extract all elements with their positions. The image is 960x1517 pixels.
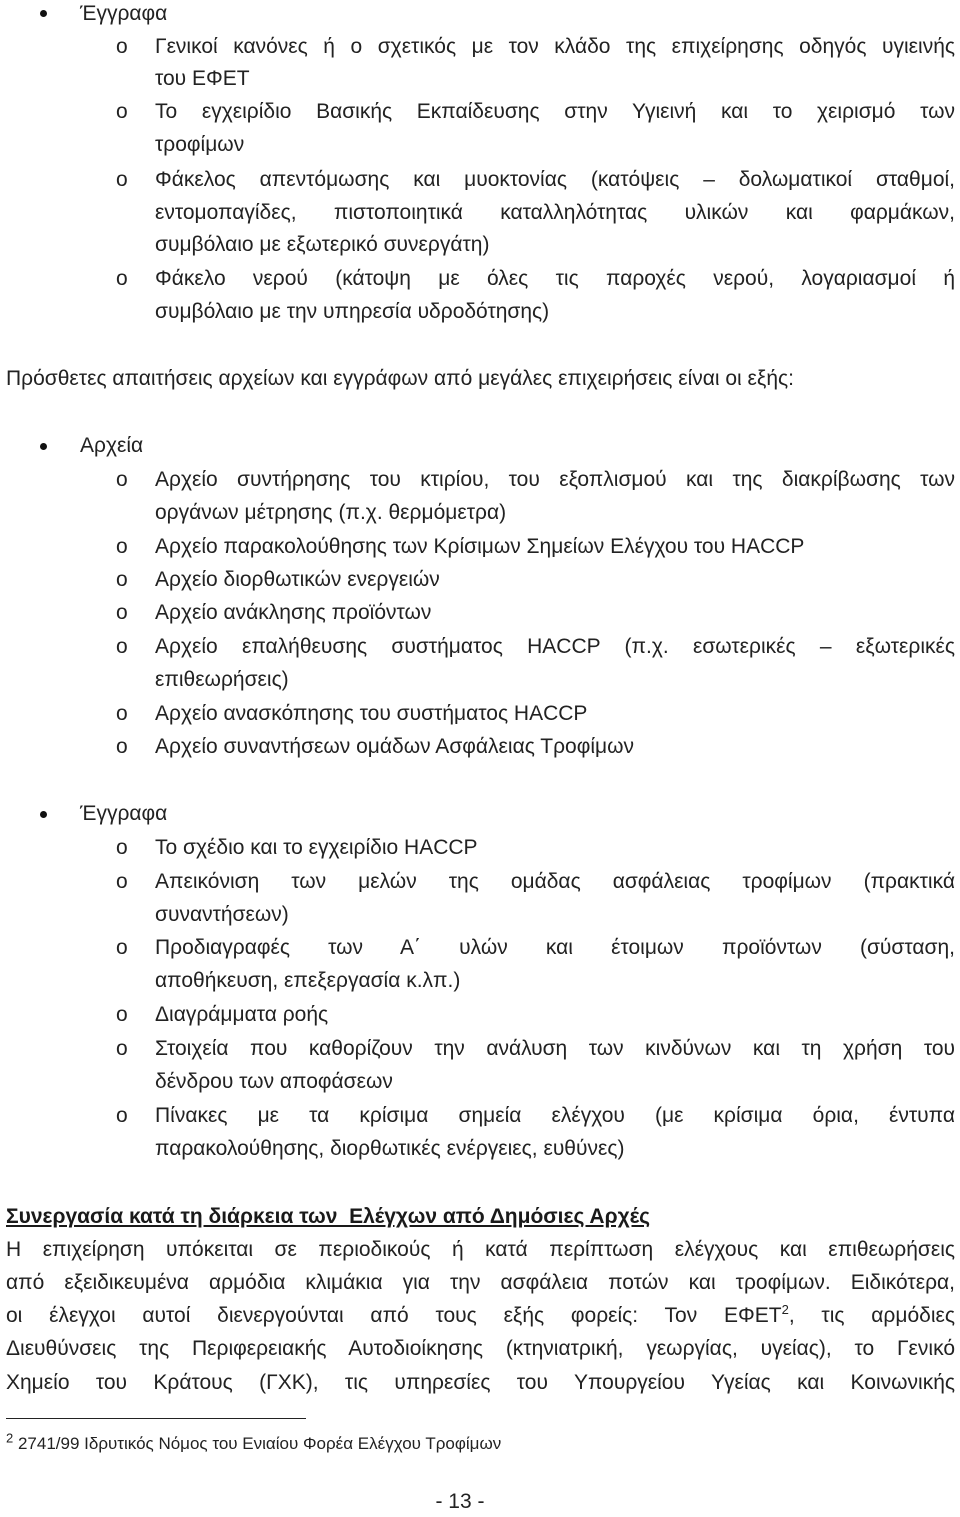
- sub-bullet-marker: o: [116, 836, 128, 859]
- sub-bullet-marker: o: [116, 1104, 128, 1127]
- list-item-line: αποθήκευση, επεξεργασία κ.λπ.): [155, 969, 461, 992]
- sub-bullet-marker: o: [116, 267, 128, 290]
- paragraph-line: Διευθύνσεις της Περιφερειακής Αυτοδιοίκησης (κτηνιατρική, γεωργίας, υγείας), το Γενικό: [6, 1337, 955, 1360]
- footnote-text: 2741/99 Ιδρυτικός Νόμος του Ενιαίου Φορέα Ελέγχου Τροφίμων: [17, 1434, 502, 1453]
- sub-bullet-marker: o: [116, 535, 128, 558]
- list-item-line: επιθεωρήσεις): [155, 668, 289, 691]
- list-item-line: Φάκελο νερού (κάτοψη με όλες τις παροχές νερού, λογαριασμοί ή: [155, 267, 955, 290]
- sub-bullet-marker: o: [116, 100, 128, 123]
- section-title: Έγγραφα: [80, 2, 168, 25]
- intro-text: Πρόσθετες απαιτήσεις αρχείων και εγγράφων από μεγάλες επιχειρήσεις είναι οι εξής:: [6, 367, 794, 390]
- bullet-dot: [40, 10, 47, 17]
- list-item-line: Στοιχεία που καθορίζουν την ανάλυση των κινδύνων και τη χρήση του: [155, 1037, 955, 1060]
- sub-bullet-marker: o: [116, 936, 128, 959]
- list-item-line: συμβόλαιο με την υπηρεσία υδροδότησης): [155, 300, 550, 323]
- list-item-line: Αρχείο επαλήθευσης συστήματος HACCP (π.χ. εσωτερικές – εξωτερικές: [155, 635, 955, 658]
- list-item-line: του ΕΦΕΤ: [155, 67, 250, 90]
- sub-bullet-marker: o: [116, 1003, 128, 1026]
- list-item-line: δένδρου των αποφάσεων: [155, 1070, 393, 1093]
- list-item-line: Φάκελος απεντόμωσης και μυοκτονίας (κατόψεις – δολωματικοί σταθμοί,: [155, 168, 955, 191]
- sub-bullet-marker: o: [116, 568, 128, 591]
- sub-bullet-marker: o: [116, 1037, 128, 1060]
- list-item-line: Αρχείο διορθωτικών ενεργειών: [155, 568, 440, 591]
- sub-bullet-marker: o: [116, 635, 128, 658]
- sub-bullet-marker: o: [116, 735, 128, 758]
- list-item-line: Αρχείο ανασκόπησης του συστήματος HACCP: [155, 702, 588, 725]
- paragraph-line: Η επιχείρηση υπόκειται σε περιοδικούς ή κατά περίπτωση ελέγχους και επιθεωρήσεις: [6, 1238, 955, 1261]
- list-item-line: Προδιαγραφές των Α΄ υλών και έτοιμων προϊόντων (σύσταση,: [155, 936, 955, 959]
- footnote-reference: 2: [781, 1302, 789, 1317]
- list-item-line: Το εγχειρίδιο Βασικής Εκπαίδευσης στην Υγιεινή και το χειρισμό των: [155, 100, 955, 123]
- sub-bullet-marker: o: [116, 468, 128, 491]
- bullet-dot: [40, 443, 47, 450]
- list-item-line: εντομοπαγίδες, πιστοποιητικά καταλληλότητας υλικών και φαρμάκων,: [155, 201, 955, 224]
- list-item-line: οργάνων μέτρησης (π.χ. θερμόμετρα): [155, 501, 507, 524]
- list-item-line: Αρχείο ανάκλησης προϊόντων: [155, 601, 432, 624]
- page-number: - 13 -: [435, 1490, 485, 1513]
- list-item-line: συμβόλαιο με εξωτερικό συνεργάτη): [155, 233, 490, 256]
- list-item-line: Απεικόνιση των μελών της ομάδας ασφάλειας τροφίμων (πρακτικά: [155, 870, 955, 893]
- list-item-line: Αρχείο παρακολούθησης των Κρίσιμων Σημείων Ελέγχου του HACCP: [155, 535, 805, 558]
- paragraph-fragment: , τις αρμόδιες: [788, 1304, 955, 1327]
- list-item-line: Γενικοί κανόνες ή ο σχετικός με τον κλάδο της επιχείρησης οδηγός υγιεινής: [155, 35, 955, 58]
- list-item-line: Αρχείο συναντήσεων ομάδων Ασφάλειας Τροφίμων: [155, 735, 635, 758]
- list-item-line: Πίνακες με τα κρίσιμα σημεία ελέγχου (με κρίσιμα όρια, έντυπα: [155, 1104, 955, 1127]
- section-title: Έγγραφα: [80, 802, 168, 825]
- section-heading: Συνεργασία κατά τη διάρκεια των Ελέγχων από Δημόσιες Αρχές: [6, 1205, 651, 1228]
- paragraph-line: [6, 1302, 955, 1330]
- sub-bullet-marker: o: [116, 702, 128, 725]
- list-item-line: παρακολούθησης, διορθωτικές ενέργειες, ευθύνες): [155, 1137, 625, 1160]
- list-item-line: Διαγράμματα ροής: [155, 1003, 329, 1026]
- paragraph-fragment: οι έλεγχοι αυτοί διενεργούνται από τους εξής φορείς: Τον ΕΦΕΤ: [6, 1304, 782, 1327]
- sub-bullet-marker: o: [116, 168, 128, 191]
- section-title: Αρχεία: [80, 434, 144, 457]
- footnote: [6, 1432, 501, 1456]
- footnote-separator: [6, 1418, 306, 1419]
- list-item-line: Αρχείο συντήρησης του κτιρίου, του εξοπλισμού και της διακρίβωσης των: [155, 468, 955, 491]
- bullet-dot: [40, 811, 47, 818]
- paragraph-line: Χημείο του Κράτους (ΓΧΚ), τις υπηρεσίες του Υπουργείου Υγείας και Κοινωνικής: [6, 1371, 955, 1394]
- list-item-line: Το σχέδιο και το εγχειρίδιο HACCP: [155, 836, 478, 859]
- sub-bullet-marker: o: [116, 870, 128, 893]
- sub-bullet-marker: o: [116, 35, 128, 58]
- paragraph-line: από εξειδικευμένα αρμόδια κλιμάκια για την ασφάλεια ποτών και τροφίμων. Ειδικότερα,: [6, 1271, 955, 1294]
- footnote-mark: 2: [6, 1430, 14, 1446]
- list-item-line: συναντήσεων): [155, 903, 289, 926]
- list-item-line: τροφίμων: [155, 133, 245, 156]
- sub-bullet-marker: o: [116, 601, 128, 624]
